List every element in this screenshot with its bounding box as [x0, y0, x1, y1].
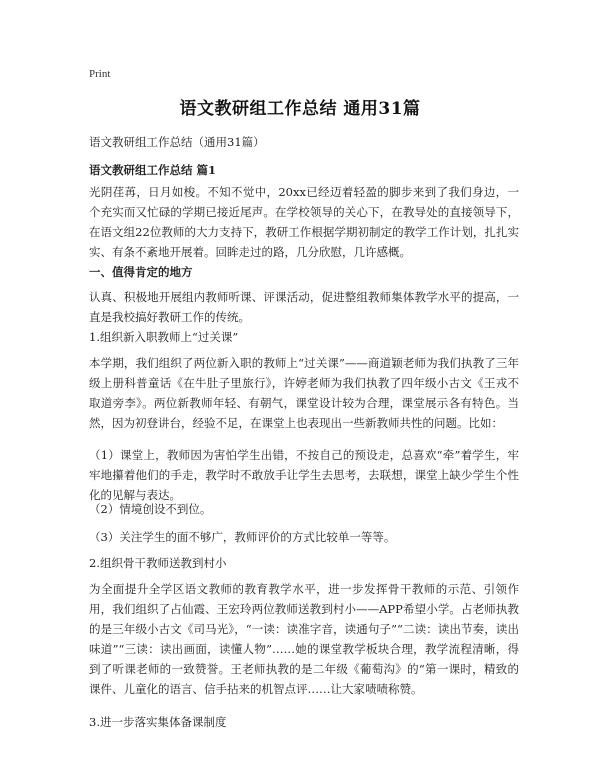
paragraph-3: 为全面提升全学区语文教师的教育教学水平，进一步发挥骨干教师的示范、引领作用，我们组织了占仙霞、王宏玲两位教师送教到村小——APP希望小学。占老师执教的是三年级小古文《司马光》，“一读：读准字音，读通句子”“二读：读出节奏，读出味道”“三读：读出画面，读懂人物”……她的课堂教学板块合理，教学流程清晰，得到了听课老师的一致赞誉。王老师执教的是二年级《葡萄沟》的“第一课时，精致的课件、儿童化的语言、信手拈来的机智点评……让大家啧啧称赞。: [89, 582, 519, 696]
subheading-2: 2.组织骨干教师送教到村小: [89, 556, 227, 570]
paragraph-2: 本学期，我们组织了两位新入职的教师上“过关课”——商道颖老师为我们执教了三年级上册科普童话《在牛肚子里旅行》，许婷老师为我们执教了四年级小古文《王戎不取道旁李》。两位新教师年轻、有朝气，课堂设计较为合理，课堂展示各有特色。当然，因为初登讲台，经验不足，在课堂上也表现出一些新教师共性的问题。比如：: [89, 356, 519, 430]
point-1: （1）课堂上，教师因为害怕学生出错，不按自己的预设走，总喜欢“牵”着学生，牢牢地攥着他们的手走，教学时不敢放手让学生去思考，去联想，课堂上缺少学生个性化的见解与表达。: [89, 448, 519, 502]
subtitle: 语文教研组工作总结（通用31篇）: [89, 135, 265, 149]
paragraph-1: 认真、积极地开展组内教师听课、评课活动，促进整组教师集体教学水平的提高，一直是我校搞好教研工作的传统。: [89, 290, 519, 324]
subheading-1: 1.组织新入职教师上“过关课”: [89, 330, 239, 344]
section-heading: 语文教研组工作总结 篇1: [89, 163, 217, 177]
document-title: 语文教研组工作总结 通用31篇: [179, 99, 421, 119]
subheading-3: 3.进一步落实集体备课制度: [89, 715, 227, 729]
heading-1: 一、值得肯定的地方: [89, 265, 193, 279]
point-3: （3）关注学生的面不够广，教师评价的方式比较单一等等。: [89, 530, 396, 544]
point-2: （2）情境创设不到位。: [89, 502, 212, 516]
intro-paragraph: 光阴荏苒，日月如梭。不知不觉中，20xx已经迈着轻盈的脚步来到了我们身边，一个充实而又忙碌的学期已接近尾声。在学校领导的关心下，在教导处的直接领导下，在语文组22位教师的大力支持下，教研工作根据学期初制定的教学工作计划，扎扎实实、有条不紊地开展着。回眸走过的路，几分欣慰，几许感概。: [89, 185, 519, 259]
print-label[interactable]: Print: [89, 68, 111, 80]
